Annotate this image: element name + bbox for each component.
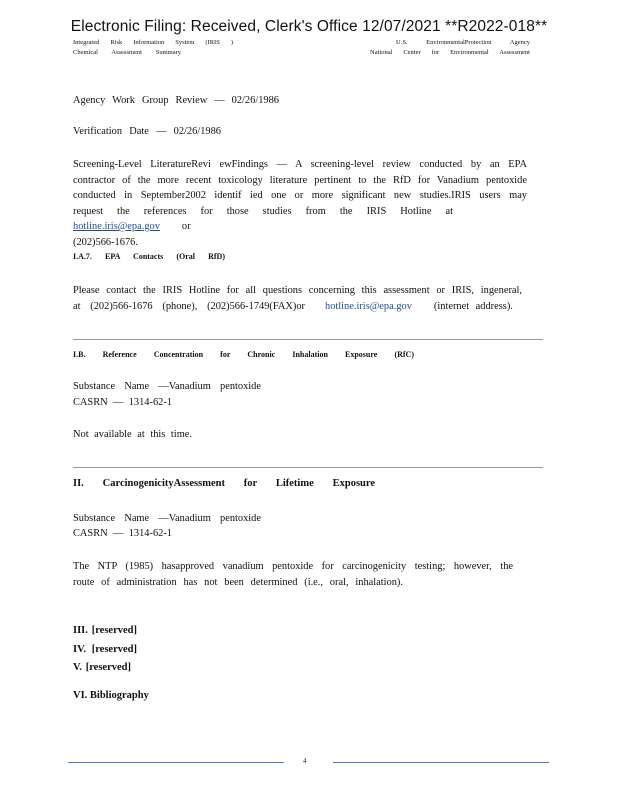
header-center-name: National Center for Environmental Assessment — [370, 49, 530, 56]
page-number: 4 — [303, 757, 307, 765]
section-ii-heading: II. CarcinogenicityAssessment for Lifetime Exposure — [73, 478, 375, 489]
verification-date: Verification Date — 02/26/1986 — [73, 126, 221, 137]
work-group-review: Agency Work Group Review — 02/26/1986 — [73, 95, 279, 106]
hotline-email-link[interactable]: hotline.iris@epa.gov — [73, 221, 160, 232]
section-divider — [73, 339, 543, 340]
section-ib-casrn: CASRN — 1314-62-1 — [73, 397, 172, 408]
section-ii-substance: Substance Name —Vanadium pentoxide — [73, 513, 261, 524]
section-ib-status: Not available at this time. — [73, 429, 192, 440]
screening-findings: Screening-Level LiteratureRevi ewFindings — A screening-level review conducted by an EPA contractor of the more recent toxicology literature pertinent to the RfD for Vanadium pentoxide conducted in September2002 identif ied one or more significant new studies.IRIS users may request the references for those studies from the IRIS Hotline athotline.iris@epa.gov or (202)566-1676. — [73, 159, 527, 248]
section-vi-heading: VI. Bibliography — [73, 690, 149, 701]
contacts-paragraph: Please contact the IRIS Hotline for all questions concerning this assessment or IRIS, ingeneral, at (202)566-1676 (phone), (202)566-1749(FAX)or hotline.iris@epa.gov (internet address). — [73, 285, 522, 312]
header-program-name: Integrated Risk Information System (IRIS ) — [73, 39, 233, 46]
filing-stamp: Electronic Filing: Received, Clerk's Office 12/07/2021 **R2022-018** — [70, 18, 548, 35]
header-document-type: Chemical Assessment Summary — [73, 49, 181, 56]
footer-rule-left — [68, 762, 284, 763]
header-left — [73, 38, 233, 58]
contacts-heading: I.A.7. EPA Contacts (Oral RfD) — [73, 252, 225, 261]
contacts-email-link[interactable]: hotline.iris@epa.gov — [325, 300, 412, 312]
section-ii-casrn: CASRN — 1314-62-1 — [73, 528, 172, 539]
section-divider — [73, 467, 543, 468]
footer-rule-right — [333, 762, 549, 763]
section-iv-heading: IV. [reserved] — [73, 644, 137, 655]
section-ib-heading: I.B. Reference Concentration for Chronic Inhalation Exposure (RfC) — [73, 350, 414, 359]
section-ib-substance: Substance Name —Vanadium pentoxide — [73, 381, 261, 392]
section-iii-heading: III. [reserved] — [73, 625, 137, 636]
header-agency-name: U.S. EnvironmentalProtection Agency — [396, 39, 530, 46]
section-v-heading: V. [reserved] — [73, 662, 131, 673]
header-right — [370, 38, 530, 58]
section-ii-paragraph: The NTP (1985) hasapproved vanadium pentoxide for carcinogenicity testing; however, the route of administration has not been determined (i.e., oral, inhalation). — [73, 561, 513, 588]
